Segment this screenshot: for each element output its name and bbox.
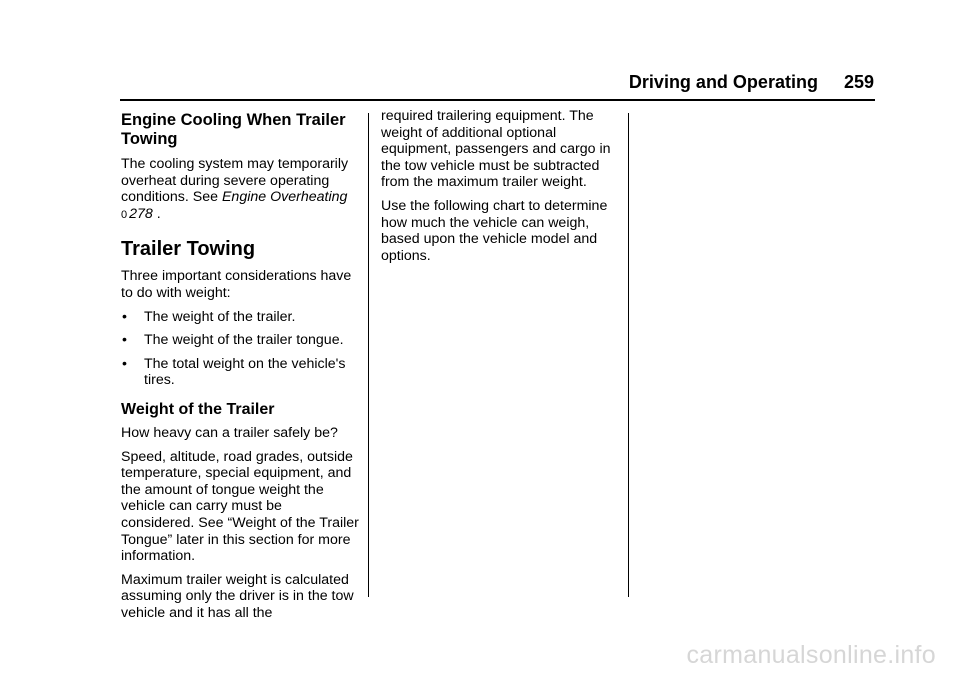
paragraph-weight-3: Maximum trailer weight is calculated assuming only the driver is in the tow vehicle and it has all the bbox=[121, 571, 354, 621]
list-item bbox=[121, 356, 359, 389]
paragraph-chart-intro: Use the following chart to determine how much the vehicle can weigh, based upon the vehicle model and options. bbox=[381, 197, 608, 264]
engine-overheating-link[interactable]: Engine Overheating bbox=[221, 189, 348, 206]
column-divider-2 bbox=[628, 113, 629, 597]
bullet-icon: • bbox=[122, 332, 127, 349]
heading-trailer-towing: Trailer Towing bbox=[121, 238, 256, 261]
column-1 bbox=[121, 108, 359, 628]
cooling-text: The cooling system may temporarily overheat during severe operating conditions. See bbox=[121, 156, 349, 206]
paragraph-cooling bbox=[121, 156, 359, 223]
page-number: 259 bbox=[843, 72, 874, 92]
heading-weight-of-trailer: Weight of the Trailer bbox=[121, 400, 275, 418]
paragraph-equipment: required trailering equipment. The weight of additional optional equipment, passengers and cargo in the tow vehicle must be subtracted from the maximum trailer weight. bbox=[381, 108, 611, 191]
list-item-text: The total weight on the vehicle's tires. bbox=[144, 355, 346, 389]
list-item-text: The weight of the trailer tongue. bbox=[144, 332, 344, 349]
list-item-text: The weight of the trailer. bbox=[144, 308, 296, 325]
column-divider-1 bbox=[368, 113, 369, 597]
page-reference-icon: 0 bbox=[121, 208, 128, 221]
page-header bbox=[629, 72, 874, 93]
watermark: carmanualsonline.info bbox=[686, 641, 936, 669]
page-reference-number[interactable]: 278 bbox=[129, 205, 153, 222]
paragraph-towing: Three important considerations have to do with weight: bbox=[121, 268, 352, 301]
list-item bbox=[121, 332, 359, 349]
bullet-icon: • bbox=[122, 355, 127, 372]
bullet-icon: • bbox=[122, 308, 127, 325]
column-2 bbox=[381, 108, 619, 271]
list-item bbox=[121, 309, 359, 326]
weight-considerations-list bbox=[121, 309, 359, 389]
paragraph-weight-2: Speed, altitude, road grades, outside temperature, special equipment, and the amount of tongue weight the vehicle can carry must be considered. See “Weight of the Trailer Tongue” later in this section for more information. bbox=[121, 448, 359, 565]
paragraph-weight-1: How heavy can a trailer safely be? bbox=[121, 424, 338, 441]
cooling-text-end: . bbox=[152, 205, 161, 222]
heading-engine-cooling: Engine Cooling When Trailer Towing bbox=[121, 111, 346, 148]
section-title: Driving and Operating bbox=[628, 72, 818, 92]
header-rule bbox=[120, 99, 875, 101]
